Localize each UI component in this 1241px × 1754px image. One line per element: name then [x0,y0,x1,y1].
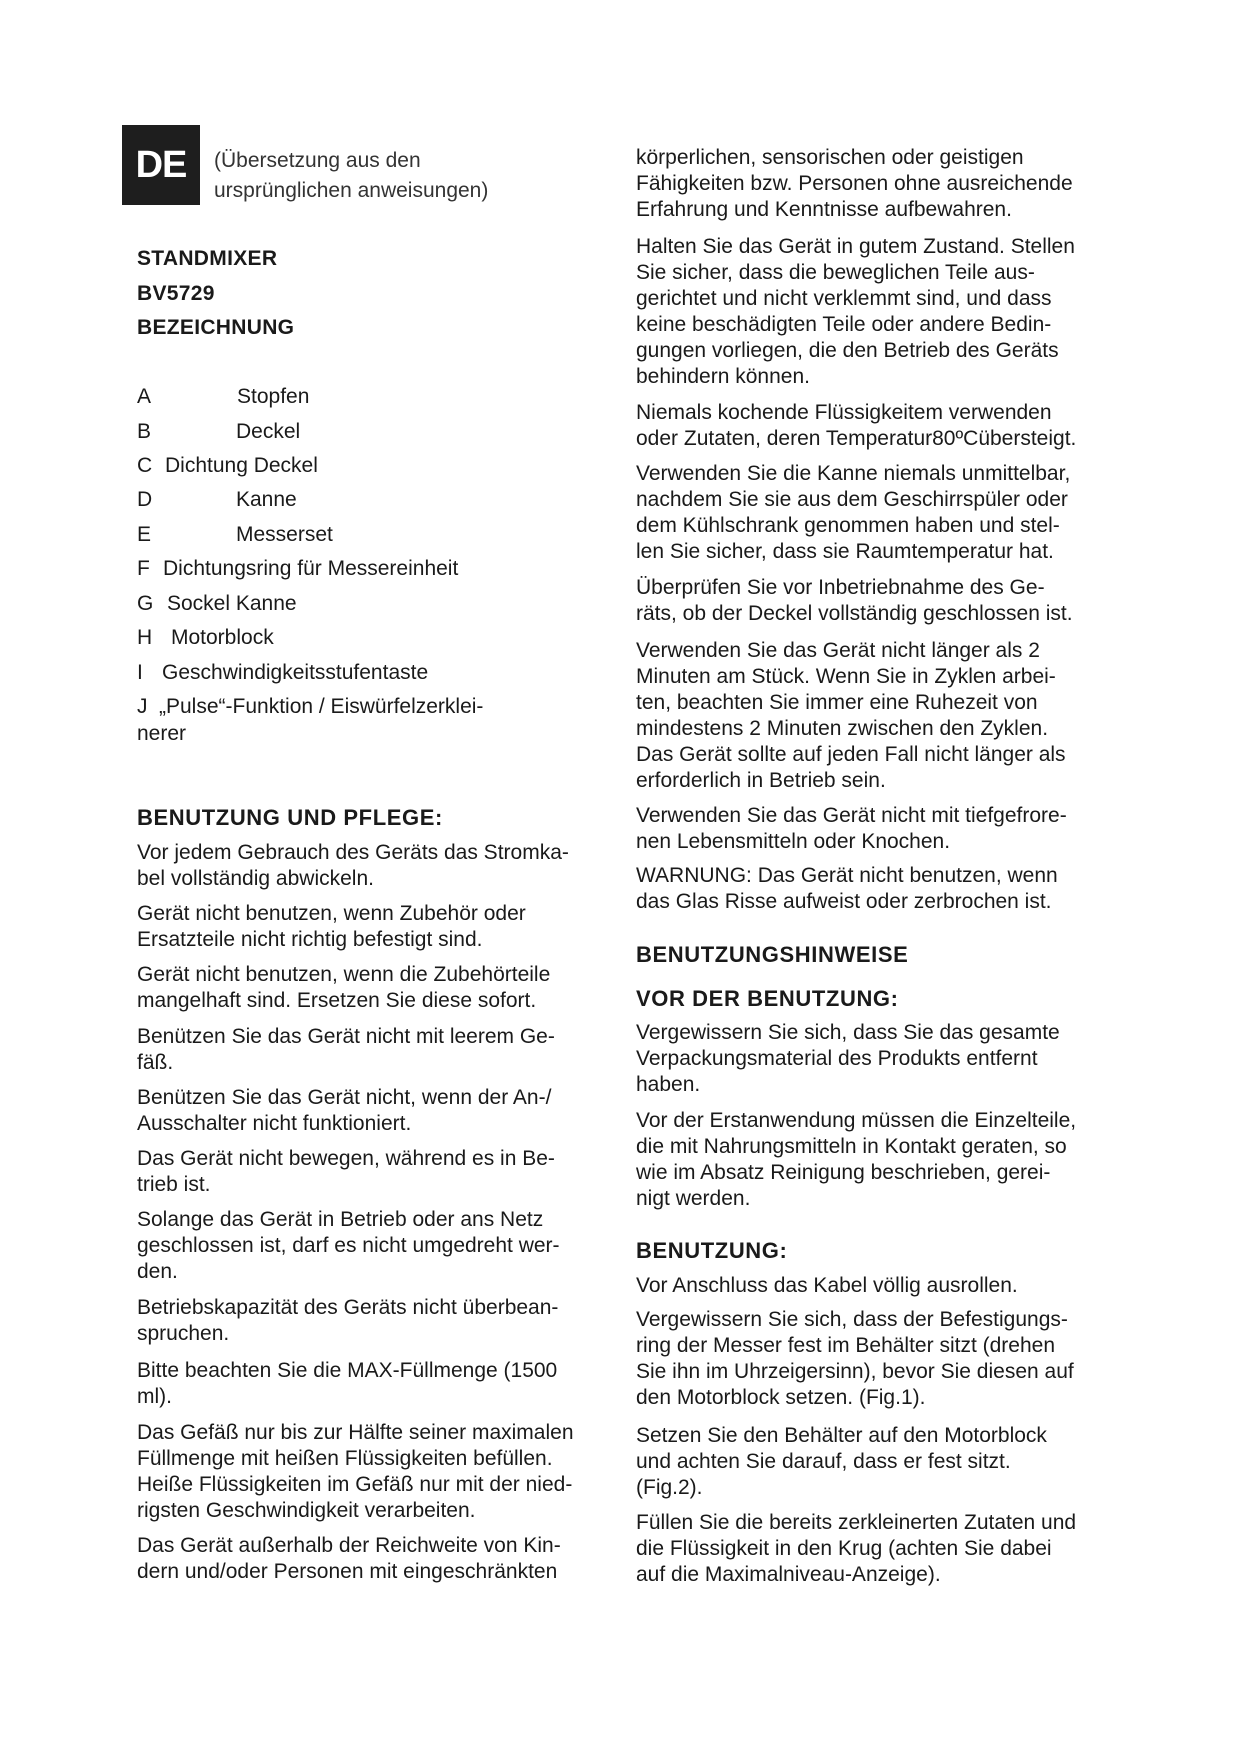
paragraph: Benützen Sie das Gerät nicht, wenn der An-/ Ausschalter nicht funktioniert. [137,1086,552,1135]
paragraph: körperlichen, sensorischen oder geistigen Fähigkeiten bzw. Personen ohne ausreichende Erfahrung und Kenntnisse aufbewahren. [636,146,1073,221]
paragraph: Gerät nicht benutzen, wenn die Zubehörteile mangelhaft sind. Ersetzen Sie diese sofort. [137,963,551,1012]
instructions-heading: BENUTZUNGSHINWEISE [636,942,909,967]
paragraph: Überprüfen Sie vor Inbetriebnahme des Ge- räts, ob der Deckel vollständig geschlossen ist. [636,576,1073,625]
paragraph: Vor der Erstanwendung müssen die Einzelteile, die mit Nahrungsmitteln in Kontakt geraten, so wie im Absatz Reinigung beschrieben, gerei- nigt werden. [636,1109,1077,1210]
product-model: BV5729 [137,282,215,305]
translation-note: (Übersetzung aus den ursprünglichen anweisungen) [214,149,489,202]
legend-item: F Dichtungsring für Messereinheit [137,557,459,580]
paragraph: Solange das Gerät in Betrieb oder ans Netz geschlossen ist, darf es nicht umgedreht wer- den. [137,1208,560,1283]
legend-item: E Messerset [137,523,333,546]
use-care-heading: BENUTZUNG UND PFLEGE: [137,805,443,830]
warning-paragraph: WARNUNG: Das Gerät nicht benutzen, wenn das Glas Risse aufweist oder zerbrochen ist. [636,864,1058,913]
paragraph: Setzen Sie den Behälter auf den Motorblock und achten Sie darauf, dass er fest sitzt. (Fig.2). [636,1424,1047,1499]
paragraph: Verwenden Sie die Kanne niemals unmittelbar, nachdem Sie sie aus dem Geschirrspüler oder dem Kühlschrank genommen haben und stel- len Sie sicher, dass sie Raumtemperatur hat. [636,462,1071,563]
paragraph: Halten Sie das Gerät in gutem Zustand. Stellen Sie sicher, dass die beweglichen Teile aus- gerichtet und nicht verklemmt sind, und dass keine beschädigten Teile oder andere Bedin- gungen vorliegen, die den Betrieb des Geräts behindern können. [636,235,1075,388]
usage-heading: BENUTZUNG: [636,1238,788,1263]
paragraph: Niemals kochende Flüssigkeitem verwenden oder Zutaten, deren Temperatur80ºCübersteigt. [636,401,1077,450]
paragraph: Benützen Sie das Gerät nicht mit leerem Ge- fäß. [137,1025,555,1074]
paragraph: Verwenden Sie das Gerät nicht mit tiefgefrore- nen Lebensmitteln oder Knochen. [636,804,1067,853]
paragraph: Gerät nicht benutzen, wenn Zubehör oder Ersatzteile nicht richtig befestigt sind. [137,902,526,951]
legend-item: G Sockel Kanne [137,592,297,615]
paragraph: Vergewissern Sie sich, dass Sie das gesamte Verpackungsmaterial des Produkts entfernt haben. [636,1021,1060,1096]
paragraph: Vor jedem Gebrauch des Geräts das Stromka- bel vollständig abwickeln. [137,841,569,890]
legend-item: J „Pulse“-Funktion / Eiswürfelzerklei- [137,695,484,718]
paragraph: Betriebskapazität des Geräts nicht überbean- spruchen. [137,1296,559,1345]
paragraph: Füllen Sie die bereits zerkleinerten Zutaten und die Flüssigkeit in den Krug (achten Sie dabei auf die Maximalniveau-Anzeige). [636,1511,1077,1586]
legend-item: I Geschwindigkeitsstufentaste [137,661,429,684]
legend-item: H Motorblock [137,626,274,649]
paragraph: Das Gerät nicht bewegen, während es in Be- trieb ist. [137,1147,555,1196]
legend-item-continuation: nerer [137,722,187,745]
legend-item: B Deckel [137,420,301,443]
paragraph: Verwenden Sie das Gerät nicht länger als 2 Minuten am Stück. Wenn Sie in Zyklen arbei- ten, beachten Sie immer eine Ruhezeit von mindestens 2 Minuten zwischen den Zyklen. Das Gerät sollte auf jeden Fall nicht länger als erforderlich in Betrieb sein. [636,639,1066,792]
legend-item: C Dichtung Deckel [137,454,318,477]
before-use-heading: VOR DER BENUTZUNG: [636,986,899,1011]
product-type: STANDMIXER [137,247,278,270]
legend-item: D Kanne [137,488,297,511]
paragraph: Das Gerät außerhalb der Reichweite von Kin- dern und/oder Personen mit eingeschränkten [137,1534,561,1583]
legend-item: A Stopfen [137,385,310,408]
language-badge: DE [122,125,200,205]
paragraph: Das Gefäß nur bis zur Hälfte seiner maximalen Füllmenge mit heißen Flüssigkeiten befüllen. Heiße Flüssigkeiten im Gefäß nur mit der nied- rigsten Geschwindigkeit verarbeiten. [137,1421,574,1522]
paragraph: Vor Anschluss das Kabel völlig ausrollen. [636,1274,1018,1297]
designation-heading: BEZEICHNUNG [137,316,295,339]
paragraph: Bitte beachten Sie die MAX-Füllmenge (1500 ml). [137,1359,558,1408]
paragraph: Vergewissern Sie sich, dass der Befestigungs- ring der Messer fest im Behälter sitzt (drehen Sie ihn im Uhrzeigersinn), bevor Sie diesen auf den Motorblock setzen. (Fig.1). [636,1308,1074,1409]
